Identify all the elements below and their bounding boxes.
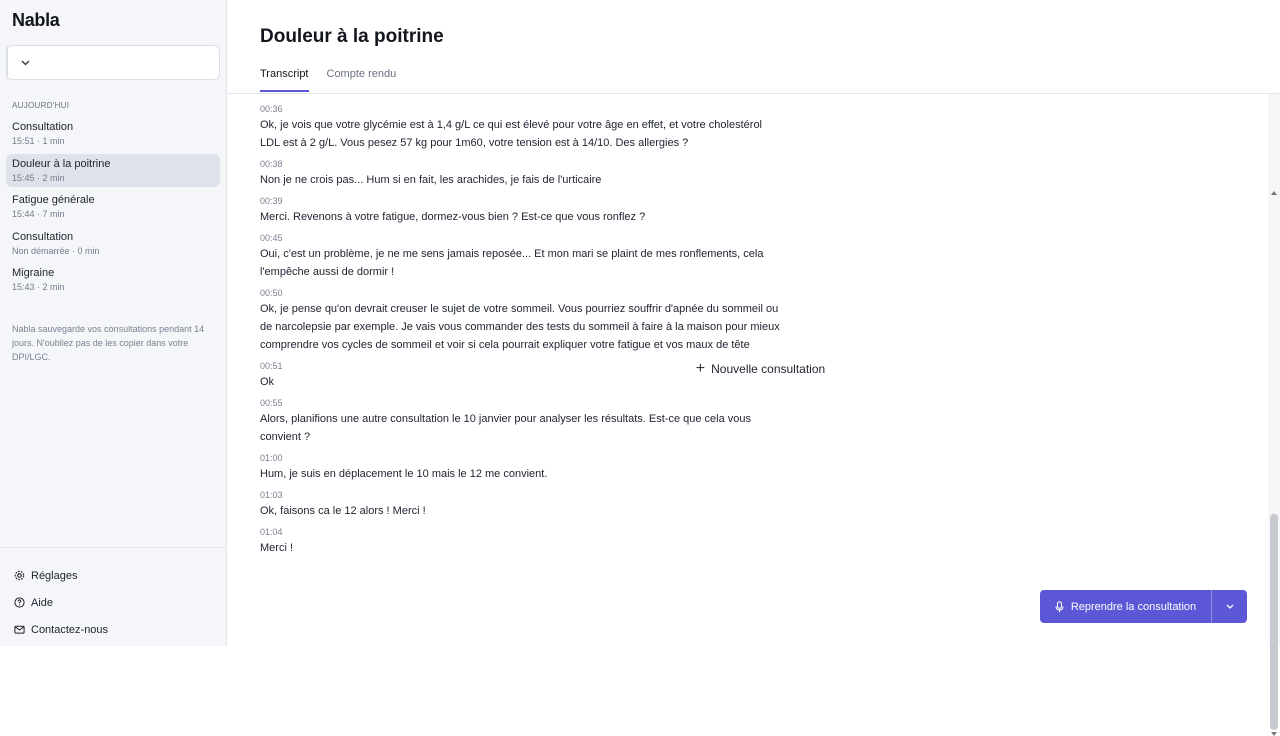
settings-link[interactable] [0,562,227,589]
timestamp: 00:45 [260,233,283,243]
utterance: Non je ne crois pas... Hum si en fait, les arachides, je fais de l'urticaire [260,174,602,186]
gear-icon [14,570,25,581]
help-label: Aide [31,596,54,609]
transcript [260,104,780,564]
timestamp: 01:04 [260,527,283,537]
utterance: Hum, je suis en déplacement le 10 mais le 12 me convient. [260,468,548,480]
plus-icon: + [695,360,706,377]
timestamp: 00:38 [260,159,283,169]
resume-consultation-button[interactable] [1040,590,1211,623]
utterance: Alors, planifions une autre consultation le 10 janvier pour analyser les résultats. Est-ce que cela vous convient ? [260,413,751,443]
help-circle-icon [14,597,25,608]
section-title-today: AUJOURD'HUI [12,101,70,110]
new-consultation-label: Nouvelle consultation [711,362,826,376]
microphone-icon [1055,601,1064,613]
contact-label: Contactez-nous [31,623,109,636]
chevron-down-icon [1226,604,1234,609]
settings-label: Réglages [31,569,78,582]
resume-consultation-split-button [1040,590,1247,623]
utterance: Oui, c'est un problème, je ne me sens jamais reposée... Et mon mari se plaint de mes ronflements, cela l'empêche aussi de dormir ! [260,248,764,278]
consultation-meta: Non démarrée · 0 min [12,245,100,256]
timestamp: 01:00 [260,453,283,463]
transcript-entry [260,361,780,391]
sidebar-bottom-links [0,547,227,643]
transcript-entry [260,490,780,520]
consultation-name: Douleur à la poitrine [12,157,111,170]
consultation-meta: 15:51 · 1 min [12,136,65,146]
tab-bar [260,68,396,92]
timestamp: 00:50 [260,288,283,298]
consultation-item[interactable] [6,117,220,150]
timestamp: 00:39 [260,196,283,206]
utterance: Ok [260,376,275,388]
main-panel [227,0,1280,646]
resume-consultation-dropdown[interactable] [1211,590,1247,623]
consultation-list [6,117,220,300]
consultation-item[interactable] [6,263,220,296]
utterance: Ok, faisons ca le 12 alors ! Merci ! [260,505,426,517]
utterance: Merci. Revenons à votre fatigue, dormez-vous bien ? Est-ce que vous ronflez ? [260,211,646,223]
chevron-down-icon [21,60,30,66]
consultation-meta: 15:44 · 7 min [12,209,65,219]
help-link[interactable] [0,589,227,616]
new-consultation-dropdown[interactable] [7,46,43,79]
scroll-down-arrow[interactable] [1271,732,1277,736]
transcript-entry [260,288,780,354]
utterance: Ok, je pense qu'on devrait creuser le sujet de votre sommeil. Vous pourriez souffrir d'apnée du sommeil ou de narcolepsie par exemple. Je vais vous commander des tests du sommeil à faire à la maison pour mieux comprendre vos cycles de sommeil et voir si cela pourrait expliquer votre fatigue et vos maux de tête [260,303,780,351]
transcript-entry [260,453,780,483]
scrollbar-thumb[interactable] [1270,514,1278,730]
resume-consultation-label: Reprendre la consultation [1070,600,1197,613]
consultation-name: Migraine [12,267,55,279]
consultation-meta: 15:45 · 2 min [12,172,65,183]
transcript-entry [260,233,780,281]
consultation-name: Fatigue générale [12,194,95,206]
transcript-entry [260,527,780,557]
transcript-entry [260,159,780,189]
app-logo[interactable]: Nabla [12,10,60,30]
contact-link[interactable] [0,616,227,643]
consultation-name: Consultation [12,230,74,243]
timestamp: 01:03 [260,490,283,500]
timestamp: 00:36 [260,104,283,114]
scrollbar[interactable] [1268,94,1280,646]
tab-compte-rendu[interactable]: Compte rendu [326,68,397,80]
consultation-item[interactable] [6,227,220,260]
consultation-item[interactable] [6,190,220,223]
retention-notice: Nabla sauvegarde vos consultations pendant 14 jours. N'oubliez pas de les copier dans votre DPI/LGC. [12,324,205,362]
scroll-up-arrow[interactable] [1271,191,1277,195]
header-divider [227,93,1280,94]
tab-transcript[interactable]: Transcript [260,68,309,92]
transcript-entry [260,196,780,226]
utterance: Ok, je vois que votre glycémie est à 1,4 g/L ce qui est élevé pour votre âge en effet, et votre cholestérol LDL est à 2 g/L. Vous pesez 57 kg pour 1m60, votre tension est à 14/10. Des allergies ? [260,119,763,149]
page-title: Douleur à la poitrine [260,26,444,47]
consultation-meta: 15:43 · 2 min [12,282,65,292]
transcript-entry [260,104,780,152]
consultation-item-active[interactable] [6,154,220,187]
timestamp: 00:55 [260,398,283,408]
mail-icon [14,624,25,635]
consultation-name: Consultation [12,121,74,133]
timestamp: 00:51 [260,361,283,371]
utterance: Merci ! [260,542,293,554]
transcript-entry [260,398,780,446]
